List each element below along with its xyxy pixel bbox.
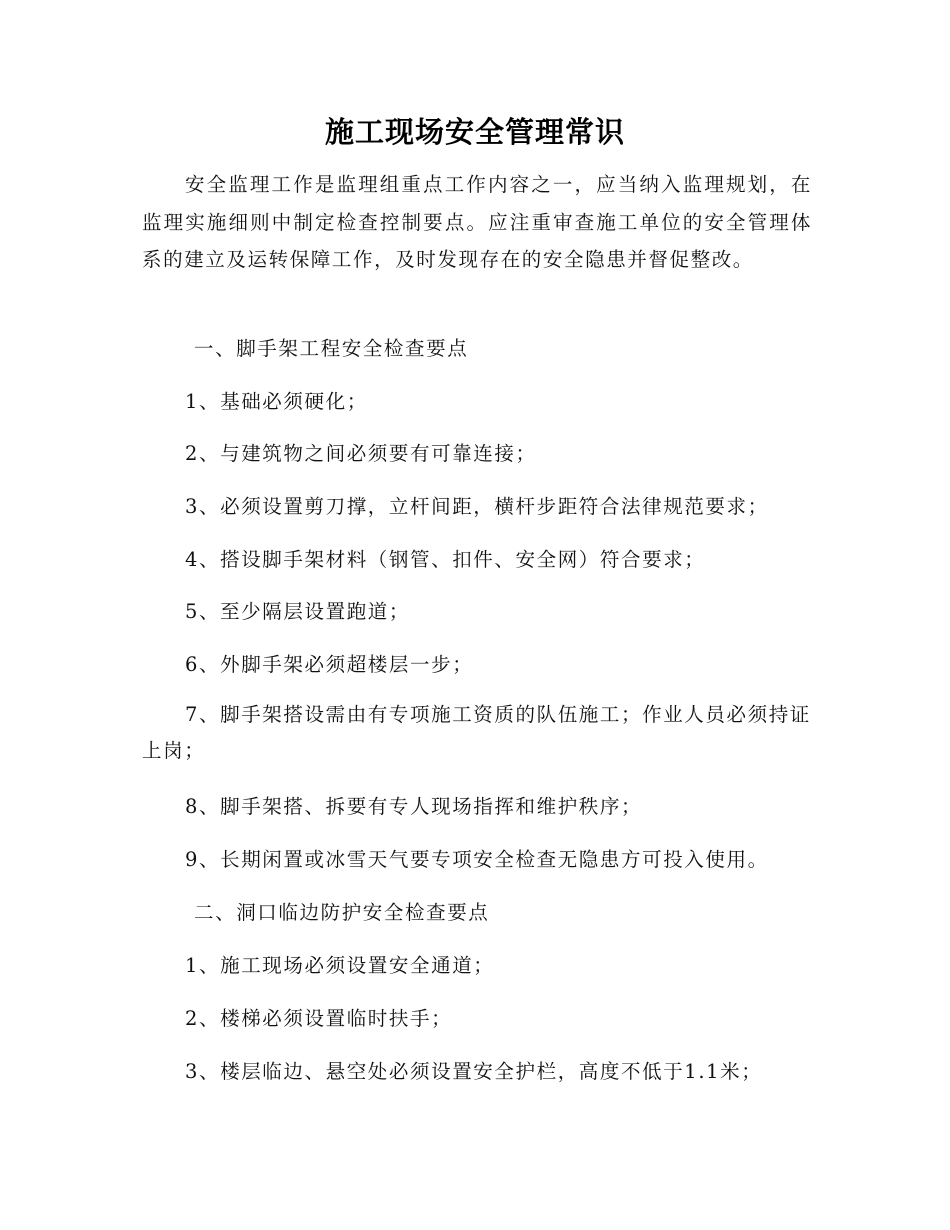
intro-paragraph: 安全监理工作是监理组重点工作内容之一，应当纳入监理规划，在监理实施细则中制定检查控制要点。应注重审查施工单位的安全管理体系的建立及运转保障工作，及时发现存在的安全隐患并督促整改。	[142, 173, 812, 271]
section-heading-scaffolding: 一、脚手架工程安全检查要点	[194, 337, 469, 360]
list-item: 1、基础必须硬化；	[185, 390, 368, 413]
list-item: 2、与建筑物之间必须要有可靠连接；	[185, 442, 537, 465]
list-item: 2、楼梯必须设置临时扶手；	[185, 1007, 453, 1030]
list-item: 3、楼层临边、悬空处必须设置安全护栏，高度不低于1.1米；	[185, 1060, 763, 1083]
document-title: 施工现场安全管理常识	[324, 115, 625, 149]
list-item: 8、脚手架搭、拆要有专人现场指挥和维护秩序；	[185, 795, 643, 818]
list-item: 7、脚手架搭设需由有专项施工资质的队伍施工；作业人员必须持证上岗；	[142, 703, 811, 762]
list-item: 5、至少隔层设置跑道；	[185, 600, 411, 623]
list-item: 9、长期闲置或冰雪天气要专项安全检查无隐患方可投入使用。	[185, 848, 769, 871]
list-item: 4、搭设脚手架材料（钢管、扣件、安全网）符合要求；	[185, 548, 706, 571]
list-item: 3、必须设置剪刀撑，立杆间距，横杆步距符合法律规范要求；	[185, 495, 769, 518]
list-item: 6、外脚手架必须超楼层一步；	[185, 653, 474, 676]
section-heading-openings: 二、洞口临边防护安全检查要点	[194, 901, 490, 924]
list-item: 1、施工现场必须设置安全通道；	[185, 954, 495, 977]
